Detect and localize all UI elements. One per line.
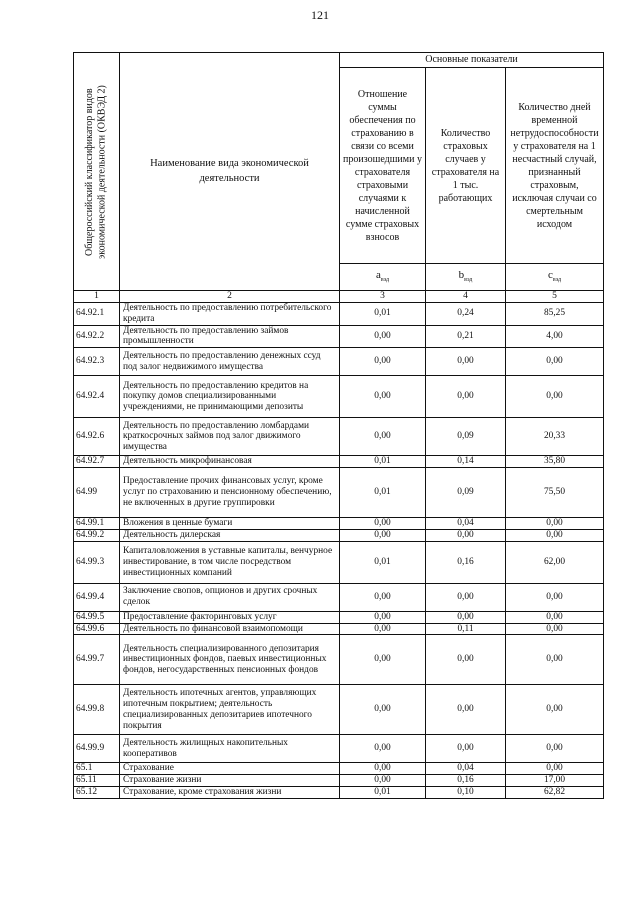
row-value-b: 0,24 xyxy=(426,303,506,326)
symbol-b: $b_{вэд}$ xyxy=(426,264,506,291)
header-code xyxy=(74,53,120,291)
row-name: Деятельность по предоставлению займов промышленности xyxy=(120,325,340,348)
row-code: 64.99.3 xyxy=(74,541,120,583)
row-code: 65.1 xyxy=(74,763,120,775)
column-number: 4 xyxy=(426,291,506,303)
row-value-c: 35,80 xyxy=(506,456,604,468)
table-row xyxy=(74,685,604,735)
row-code: 64.99.4 xyxy=(74,583,120,611)
row-value-a: 0,00 xyxy=(340,763,426,775)
row-value-a: 0,00 xyxy=(340,735,426,763)
table-body xyxy=(74,303,604,799)
row-value-c: 0,00 xyxy=(506,583,604,611)
row-code: 64.92.4 xyxy=(74,376,120,418)
row-value-b: 0,04 xyxy=(426,518,506,530)
row-value-a: 0,00 xyxy=(340,348,426,376)
row-value-a: 0,00 xyxy=(340,418,426,456)
row-value-c: 62,00 xyxy=(506,541,604,583)
row-value-c: 17,00 xyxy=(506,775,604,787)
table-row xyxy=(74,325,604,348)
rates-table xyxy=(73,52,604,799)
row-value-b: 0,10 xyxy=(426,786,506,798)
symbol-c: $c_{вэд}$ xyxy=(506,264,604,291)
row-value-c: 75,50 xyxy=(506,468,604,518)
row-code: 64.92.1 xyxy=(74,303,120,326)
row-value-a: 0,00 xyxy=(340,518,426,530)
header-code-label: Общероссийский классификатор видов экономической деятельности (ОКВЭД 2) xyxy=(84,84,108,259)
table-row xyxy=(74,775,604,787)
row-value-b: 0,00 xyxy=(426,635,506,685)
row-name: Капиталовложения в уставные капиталы, венчурное инвестирование, в том числе посредством инвестиционных компаний xyxy=(120,541,340,583)
column-numbers-row xyxy=(74,291,604,303)
row-name: Деятельность дилерская xyxy=(120,529,340,541)
row-name: Деятельность по предоставлению денежных ссуд под залог недвижимого имущества xyxy=(120,348,340,376)
row-value-a: 0,00 xyxy=(340,623,426,635)
row-code: 64.99.2 xyxy=(74,529,120,541)
row-value-b: 0,09 xyxy=(426,418,506,456)
row-value-b: 0,09 xyxy=(426,468,506,518)
row-value-a: 0,00 xyxy=(340,583,426,611)
row-name: Деятельность жилищных накопительных кооперативов xyxy=(120,735,340,763)
row-name: Деятельность ипотечных агентов, управляющих ипотечным покрытием; деятельность специализированных депозитариев ипотечного покрытия xyxy=(120,685,340,735)
table-row xyxy=(74,635,604,685)
row-value-c: 0,00 xyxy=(506,611,604,623)
row-value-a: 0,00 xyxy=(340,611,426,623)
column-number: 1 xyxy=(74,291,120,303)
column-number: 3 xyxy=(340,291,426,303)
row-code: 64.92.2 xyxy=(74,325,120,348)
row-name: Деятельность специализированного депозитария инвестиционных фондов, паевых инвестиционных фондов, негосударственных пенсионных фондов xyxy=(120,635,340,685)
row-code: 64.99.1 xyxy=(74,518,120,530)
table-row xyxy=(74,376,604,418)
row-name: Деятельность по предоставлению потребительского кредита xyxy=(120,303,340,326)
row-name: Деятельность микрофинансовая xyxy=(120,456,340,468)
row-value-a: 0,00 xyxy=(340,325,426,348)
row-code: 64.99 xyxy=(74,468,120,518)
row-code: 65.11 xyxy=(74,775,120,787)
table-row xyxy=(74,529,604,541)
row-value-a: 0,01 xyxy=(340,303,426,326)
table-row xyxy=(74,611,604,623)
row-value-b: 0,21 xyxy=(426,325,506,348)
row-code: 64.99.8 xyxy=(74,685,120,735)
row-code: 64.99.6 xyxy=(74,623,120,635)
row-value-c: 62,82 xyxy=(506,786,604,798)
row-value-b: 0,00 xyxy=(426,376,506,418)
row-value-c: 0,00 xyxy=(506,763,604,775)
table-row xyxy=(74,303,604,326)
row-value-b: 0,16 xyxy=(426,541,506,583)
table-row xyxy=(74,735,604,763)
row-name: Заключение свопов, опционов и других срочных сделок xyxy=(120,583,340,611)
row-value-c: 20,33 xyxy=(506,418,604,456)
row-name: Предоставление факторинговых услуг xyxy=(120,611,340,623)
row-value-c: 0,00 xyxy=(506,518,604,530)
row-value-c: 4,00 xyxy=(506,325,604,348)
row-code: 64.99.7 xyxy=(74,635,120,685)
row-value-c: 0,00 xyxy=(506,529,604,541)
row-value-b: 0,00 xyxy=(426,583,506,611)
table-row xyxy=(74,518,604,530)
row-value-b: 0,00 xyxy=(426,611,506,623)
row-name: Страхование, кроме страхования жизни xyxy=(120,786,340,798)
row-value-c: 0,00 xyxy=(506,376,604,418)
table-row xyxy=(74,348,604,376)
row-value-a: 0,01 xyxy=(340,468,426,518)
header-col-c: Количество дней временной нетрудоспособности у страхователя на 1 несчастный случай, признанный страховым, исключая случаи со смертельным исходом xyxy=(506,68,604,264)
row-value-b: 0,00 xyxy=(426,529,506,541)
row-name: Вложения в ценные бумаги xyxy=(120,518,340,530)
row-code: 64.92.6 xyxy=(74,418,120,456)
row-value-a: 0,00 xyxy=(340,529,426,541)
row-name: Деятельность по предоставлению ломбардами краткосрочных займов под залог движимого имущества xyxy=(120,418,340,456)
header-col-a: Отношение суммы обеспечения по страхованию в связи со всеми произошедшими у страхователя страховыми случаями к начисленной сумме страховых взносов xyxy=(340,68,426,264)
row-value-a: 0,00 xyxy=(340,685,426,735)
table-row xyxy=(74,763,604,775)
row-name: Деятельность по предоставлению кредитов на покупку домов специализированными учреждениями, не принимающими депозиты xyxy=(120,376,340,418)
row-value-b: 0,00 xyxy=(426,685,506,735)
row-value-b: 0,14 xyxy=(426,456,506,468)
row-name: Страхование xyxy=(120,763,340,775)
header-group: Основные показатели xyxy=(340,53,604,68)
table-row xyxy=(74,468,604,518)
table-row xyxy=(74,541,604,583)
row-value-b: 0,04 xyxy=(426,763,506,775)
row-value-a: 0,00 xyxy=(340,376,426,418)
table-row xyxy=(74,418,604,456)
row-value-c: 0,00 xyxy=(506,348,604,376)
row-value-c: 85,25 xyxy=(506,303,604,326)
row-code: 64.92.7 xyxy=(74,456,120,468)
row-name: Деятельность по финансовой взаимопомощи xyxy=(120,623,340,635)
column-number: 2 xyxy=(120,291,340,303)
row-value-a: 0,01 xyxy=(340,541,426,583)
row-value-b: 0,11 xyxy=(426,623,506,635)
row-value-a: 0,01 xyxy=(340,786,426,798)
row-value-c: 0,00 xyxy=(506,685,604,735)
table-row xyxy=(74,456,604,468)
row-value-b: 0,16 xyxy=(426,775,506,787)
table-row xyxy=(74,623,604,635)
column-number: 5 xyxy=(506,291,604,303)
row-value-c: 0,00 xyxy=(506,735,604,763)
header-col-b: Количество страховых случаев у страхователя на 1 тыс. работающих xyxy=(426,68,506,264)
row-value-c: 0,00 xyxy=(506,635,604,685)
symbol-a: $a_{вэд}$ xyxy=(340,264,426,291)
row-code: 65.12 xyxy=(74,786,120,798)
header-name: Наименование вида экономической деятельности xyxy=(120,53,340,291)
row-value-c: 0,00 xyxy=(506,623,604,635)
row-code: 64.99.9 xyxy=(74,735,120,763)
table-row xyxy=(74,786,604,798)
row-name: Страхование жизни xyxy=(120,775,340,787)
row-value-a: 0,00 xyxy=(340,775,426,787)
row-name: Предоставление прочих финансовых услуг, кроме услуг по страхованию и пенсионному обеспечению, не включенных в другие группировки xyxy=(120,468,340,518)
row-value-a: 0,00 xyxy=(340,635,426,685)
page-number: 121 xyxy=(311,8,329,22)
row-code: 64.92.3 xyxy=(74,348,120,376)
row-value-a: 0,01 xyxy=(340,456,426,468)
row-code: 64.99.5 xyxy=(74,611,120,623)
table-row xyxy=(74,583,604,611)
row-value-b: 0,00 xyxy=(426,348,506,376)
row-value-b: 0,00 xyxy=(426,735,506,763)
